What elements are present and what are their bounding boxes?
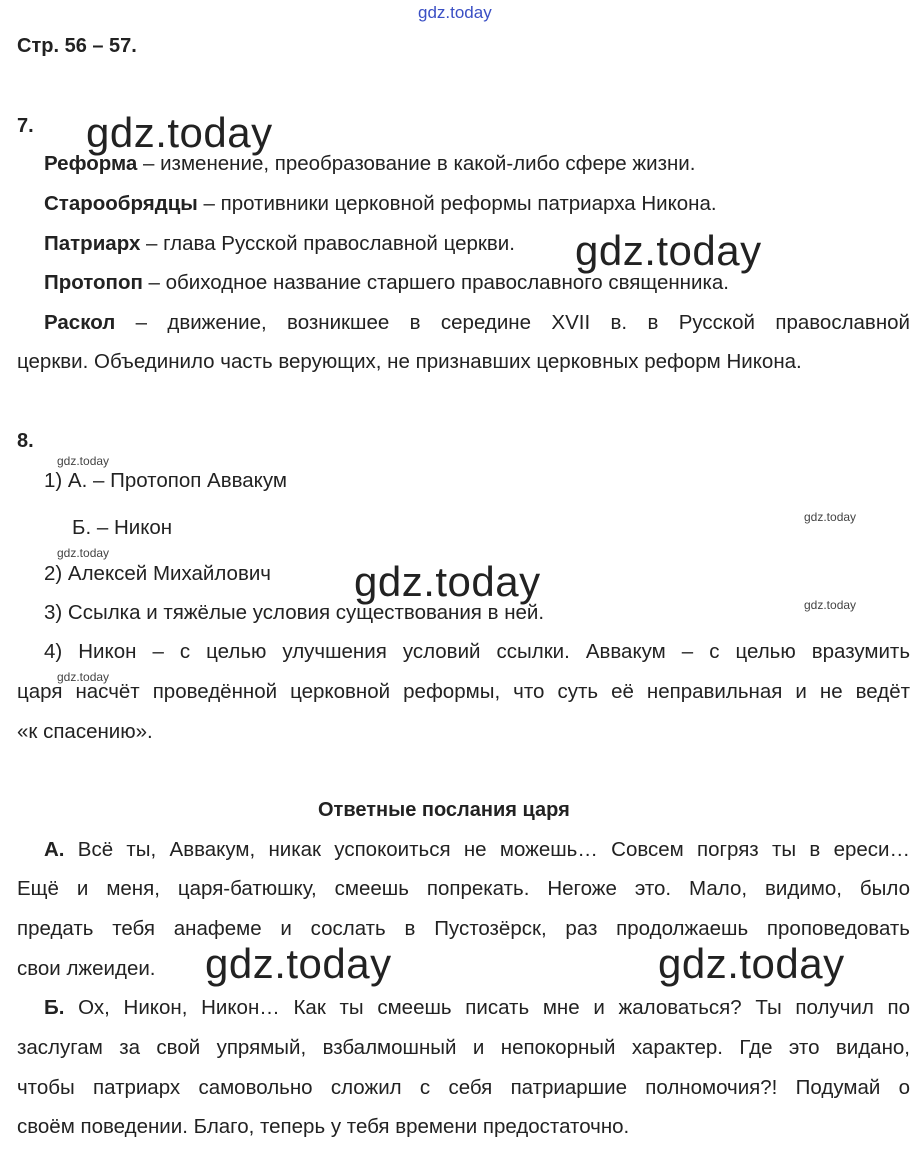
term: Раскол: [44, 311, 116, 334]
task-8-number: 8.: [17, 430, 34, 452]
watermark-large: gdz.today: [205, 940, 392, 987]
watermark-large: gdz.today: [658, 940, 845, 987]
definition-text: – глава Русской православной церкви.: [140, 232, 515, 255]
letter-b-label: Б.: [44, 996, 65, 1019]
letter-a-text: Всё ты, Аввакум, никак успокоиться не можешь… Совсем погряз ты в ереси…: [64, 838, 910, 861]
answer-2: 2) Алексей Михайлович: [44, 562, 271, 585]
definition-schism: [44, 311, 910, 335]
letter-a-line4: свои лжеидеи.: [17, 957, 156, 980]
letters-title: Ответные послания царя: [318, 799, 570, 821]
answer-4-line3: «к спасению».: [17, 720, 153, 743]
task-7-number: 7.: [17, 115, 34, 137]
letter-b-line2: заслугам за свой упрямый, взбалмошный и непокорный характер. Где это видано,: [17, 1036, 910, 1059]
definition-protopope: [44, 271, 729, 295]
answer-4-line1: 4) Никон – с целью улучшения условий ссылки. Аввакум – с целью вразумить: [44, 640, 910, 663]
page-title: Стр. 56 – 57.: [17, 35, 137, 57]
watermark-top: gdz.today: [418, 3, 492, 22]
letter-a-line1: [44, 838, 910, 862]
letter-a-line2: Ещё и меня, царя-батюшку, смеешь попрекать. Негоже это. Мало, видимо, было: [17, 877, 910, 900]
watermark-small: gdz.today: [57, 670, 110, 684]
watermark-small: gdz.today: [804, 510, 857, 524]
term: Реформа: [44, 152, 138, 175]
definition-patriarch: [44, 232, 515, 256]
answer-1a: 1) А. – Протопоп Аввакум: [44, 469, 287, 492]
letter-b-line3: чтобы патриарх самовольно сложил с себя патриаршие полномочия?! Подумай о: [17, 1076, 910, 1099]
letter-b-line1: [44, 996, 910, 1020]
watermark-small: gdz.today: [804, 598, 857, 612]
definition-schism-cont: церкви. Объединило часть верующих, не признавших церковных реформ Никона.: [17, 350, 802, 373]
watermark-large: gdz.today: [575, 227, 762, 274]
definition-text: – движение, возникшее в середине XVII в. в Русской православной: [115, 311, 910, 334]
letter-a-line3: предать тебя анафеме и сослать в Пустозёрск, раз продолжаешь проповедовать: [17, 917, 910, 940]
term: Патриарх: [44, 232, 141, 255]
watermark-small: gdz.today: [57, 454, 110, 468]
definition-old-believers: [44, 192, 717, 216]
watermark-large: gdz.today: [86, 109, 273, 156]
definition-text: – обиходное название старшего православного священника.: [142, 271, 729, 294]
answer-3: 3) Ссылка и тяжёлые условия существования в ней.: [44, 601, 545, 624]
answer-1b: Б. – Никон: [72, 516, 173, 539]
term: Протопоп: [44, 271, 143, 294]
letter-a-label: А.: [44, 838, 65, 861]
definition-text: – противники церковной реформы патриарха Никона.: [197, 192, 717, 215]
answer-4-line2: царя насчёт проведённой церковной реформы, что суть её неправильная и не ведёт: [17, 680, 910, 703]
letter-b-line4: своём поведении. Благо, теперь у тебя времени предостаточно.: [17, 1115, 630, 1138]
watermark-large: gdz.today: [354, 558, 541, 605]
letter-b-text: Ох, Никон, Никон… Как ты смеешь писать мне и жаловаться? Ты получил по: [64, 996, 910, 1019]
term: Старообрядцы: [44, 192, 198, 215]
definition-text: – изменение, преобразование в какой-либо сфере жизни.: [137, 152, 696, 175]
watermark-small: gdz.today: [57, 546, 110, 560]
